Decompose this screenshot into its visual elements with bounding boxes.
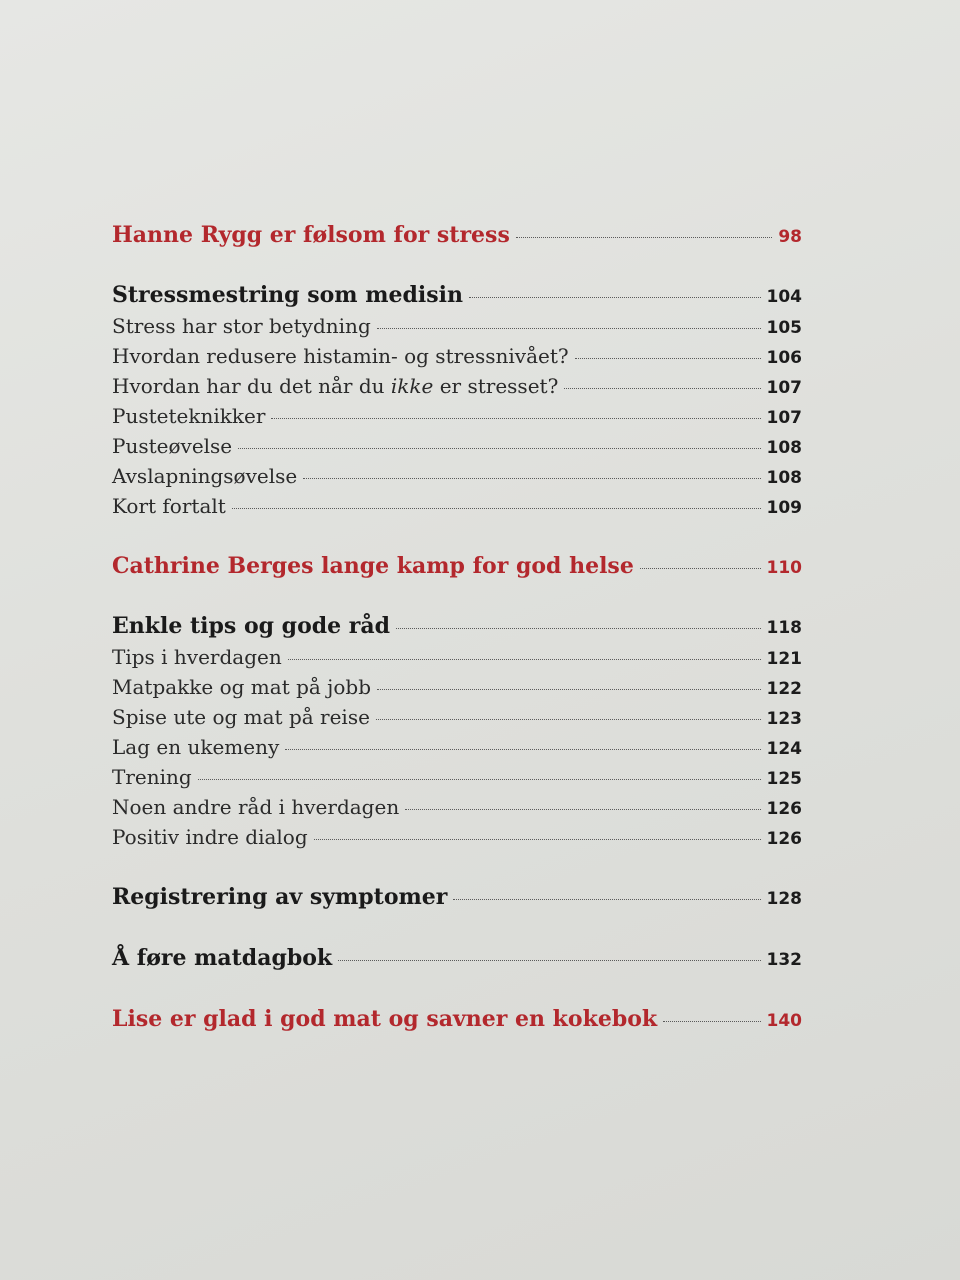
toc-entry-sub [112, 494, 802, 518]
toc-entry-title: Avslapningsøvelse [112, 464, 298, 488]
dot-leader [271, 418, 760, 419]
toc-entry-section [112, 282, 802, 308]
dot-leader [314, 839, 761, 840]
toc-entry-title: Enkle tips og gode råd [112, 613, 391, 639]
toc-entry-sub [112, 795, 802, 819]
toc-entry-title: Pusteøvelse [112, 434, 233, 458]
toc-entry-page: 109 [766, 498, 802, 518]
dot-leader [453, 899, 760, 900]
toc-entry-page: 107 [766, 408, 802, 428]
dot-leader [288, 659, 761, 660]
toc-entry-page: 123 [766, 709, 802, 729]
dot-leader [377, 328, 761, 329]
toc-entry-page: 98 [778, 227, 802, 247]
toc-entry-sub [112, 705, 802, 729]
toc-entry-title: Registrering av symptomer [112, 884, 448, 910]
toc-entry-page: 128 [766, 889, 802, 909]
toc-entry-title: Cathrine Berges lange kamp for god helse [112, 553, 634, 579]
toc-entry-title: Stressmestring som medisin [112, 282, 463, 308]
title-part: Hvordan har du det når du [112, 374, 391, 398]
dot-leader [405, 809, 760, 810]
toc-entry-sub [112, 434, 802, 458]
toc-entry-title: Hanne Rygg er følsom for stress [112, 222, 510, 248]
toc-entry-section [112, 613, 802, 639]
toc-entry-page: 122 [766, 679, 802, 699]
dot-leader [303, 478, 760, 479]
toc-entry-title: Matpakke og mat på jobb [112, 675, 372, 699]
toc-entry-page: 107 [766, 378, 802, 398]
title-part: er stresset? [433, 374, 559, 398]
toc-entry-sub [112, 735, 802, 759]
toc-entry-page: 108 [766, 438, 802, 458]
dot-leader [238, 448, 760, 449]
toc-entry-page: 126 [766, 799, 802, 819]
toc-entry-page: 105 [766, 318, 802, 338]
dot-leader [376, 719, 761, 720]
dot-leader [575, 358, 761, 359]
toc-entry-title [112, 374, 562, 398]
toc-entry-sub [112, 344, 802, 368]
dot-leader [564, 388, 760, 389]
toc-entry-sub [112, 645, 802, 669]
toc-entry-page: 108 [766, 468, 802, 488]
toc-entry-page: 140 [766, 1011, 802, 1031]
toc-entry-title: Positiv indre dialog [112, 825, 308, 849]
toc-entry-page: 132 [766, 950, 802, 970]
toc-entry-sub [112, 374, 802, 398]
dot-leader [396, 628, 760, 629]
dot-leader [285, 749, 760, 750]
toc-entry-page: 106 [766, 348, 802, 368]
title-italic-part: ikke [390, 374, 434, 398]
dot-leader [516, 237, 773, 238]
toc-entry-chapter [112, 1006, 802, 1032]
toc-entry-page: 126 [766, 829, 802, 849]
dot-leader [377, 689, 760, 690]
dot-leader [640, 568, 761, 569]
toc-entry-title: Lise er glad i god mat og savner en kokebok [112, 1006, 658, 1032]
toc-entry-section [112, 945, 802, 971]
toc-entry-title: Kort fortalt [112, 494, 226, 518]
toc-entry-section [112, 884, 802, 910]
toc-entry-sub [112, 765, 802, 789]
toc-entry-title: Stress har stor betydning [112, 314, 371, 338]
toc-entry-page: 118 [766, 618, 802, 638]
dot-leader [469, 297, 761, 298]
dot-leader [198, 779, 761, 780]
toc-entry-page: 121 [766, 649, 802, 669]
toc-entry-title: Å føre matdagbok [112, 945, 333, 971]
toc-entry-page: 124 [766, 739, 802, 759]
toc-entry-sub [112, 464, 802, 488]
toc-entry-title: Noen andre råd i hverdagen [112, 795, 400, 819]
dot-leader [232, 508, 761, 509]
toc-entry-page: 104 [766, 287, 802, 307]
toc-entry-title: Pusteteknikker [112, 404, 266, 428]
toc-entry-title: Tips i hverdagen [112, 645, 282, 669]
toc-entry-sub [112, 404, 802, 428]
toc-entry-sub [112, 314, 802, 338]
toc-entry-chapter [112, 222, 802, 248]
toc-entry-page: 125 [766, 769, 802, 789]
toc-entry-title: Lag en ukemeny [112, 735, 280, 759]
toc-entry-title: Spise ute og mat på reise [112, 705, 370, 729]
dot-leader [663, 1021, 760, 1022]
toc-entry-sub [112, 825, 802, 849]
toc-entry-title: Hvordan redusere histamin- og stressnivået? [112, 344, 569, 368]
toc-entry-chapter [112, 553, 802, 579]
toc-entry-title: Trening [112, 765, 192, 789]
toc-entry-page: 110 [766, 558, 802, 578]
toc-entry-sub [112, 675, 802, 699]
dot-leader [338, 960, 760, 961]
